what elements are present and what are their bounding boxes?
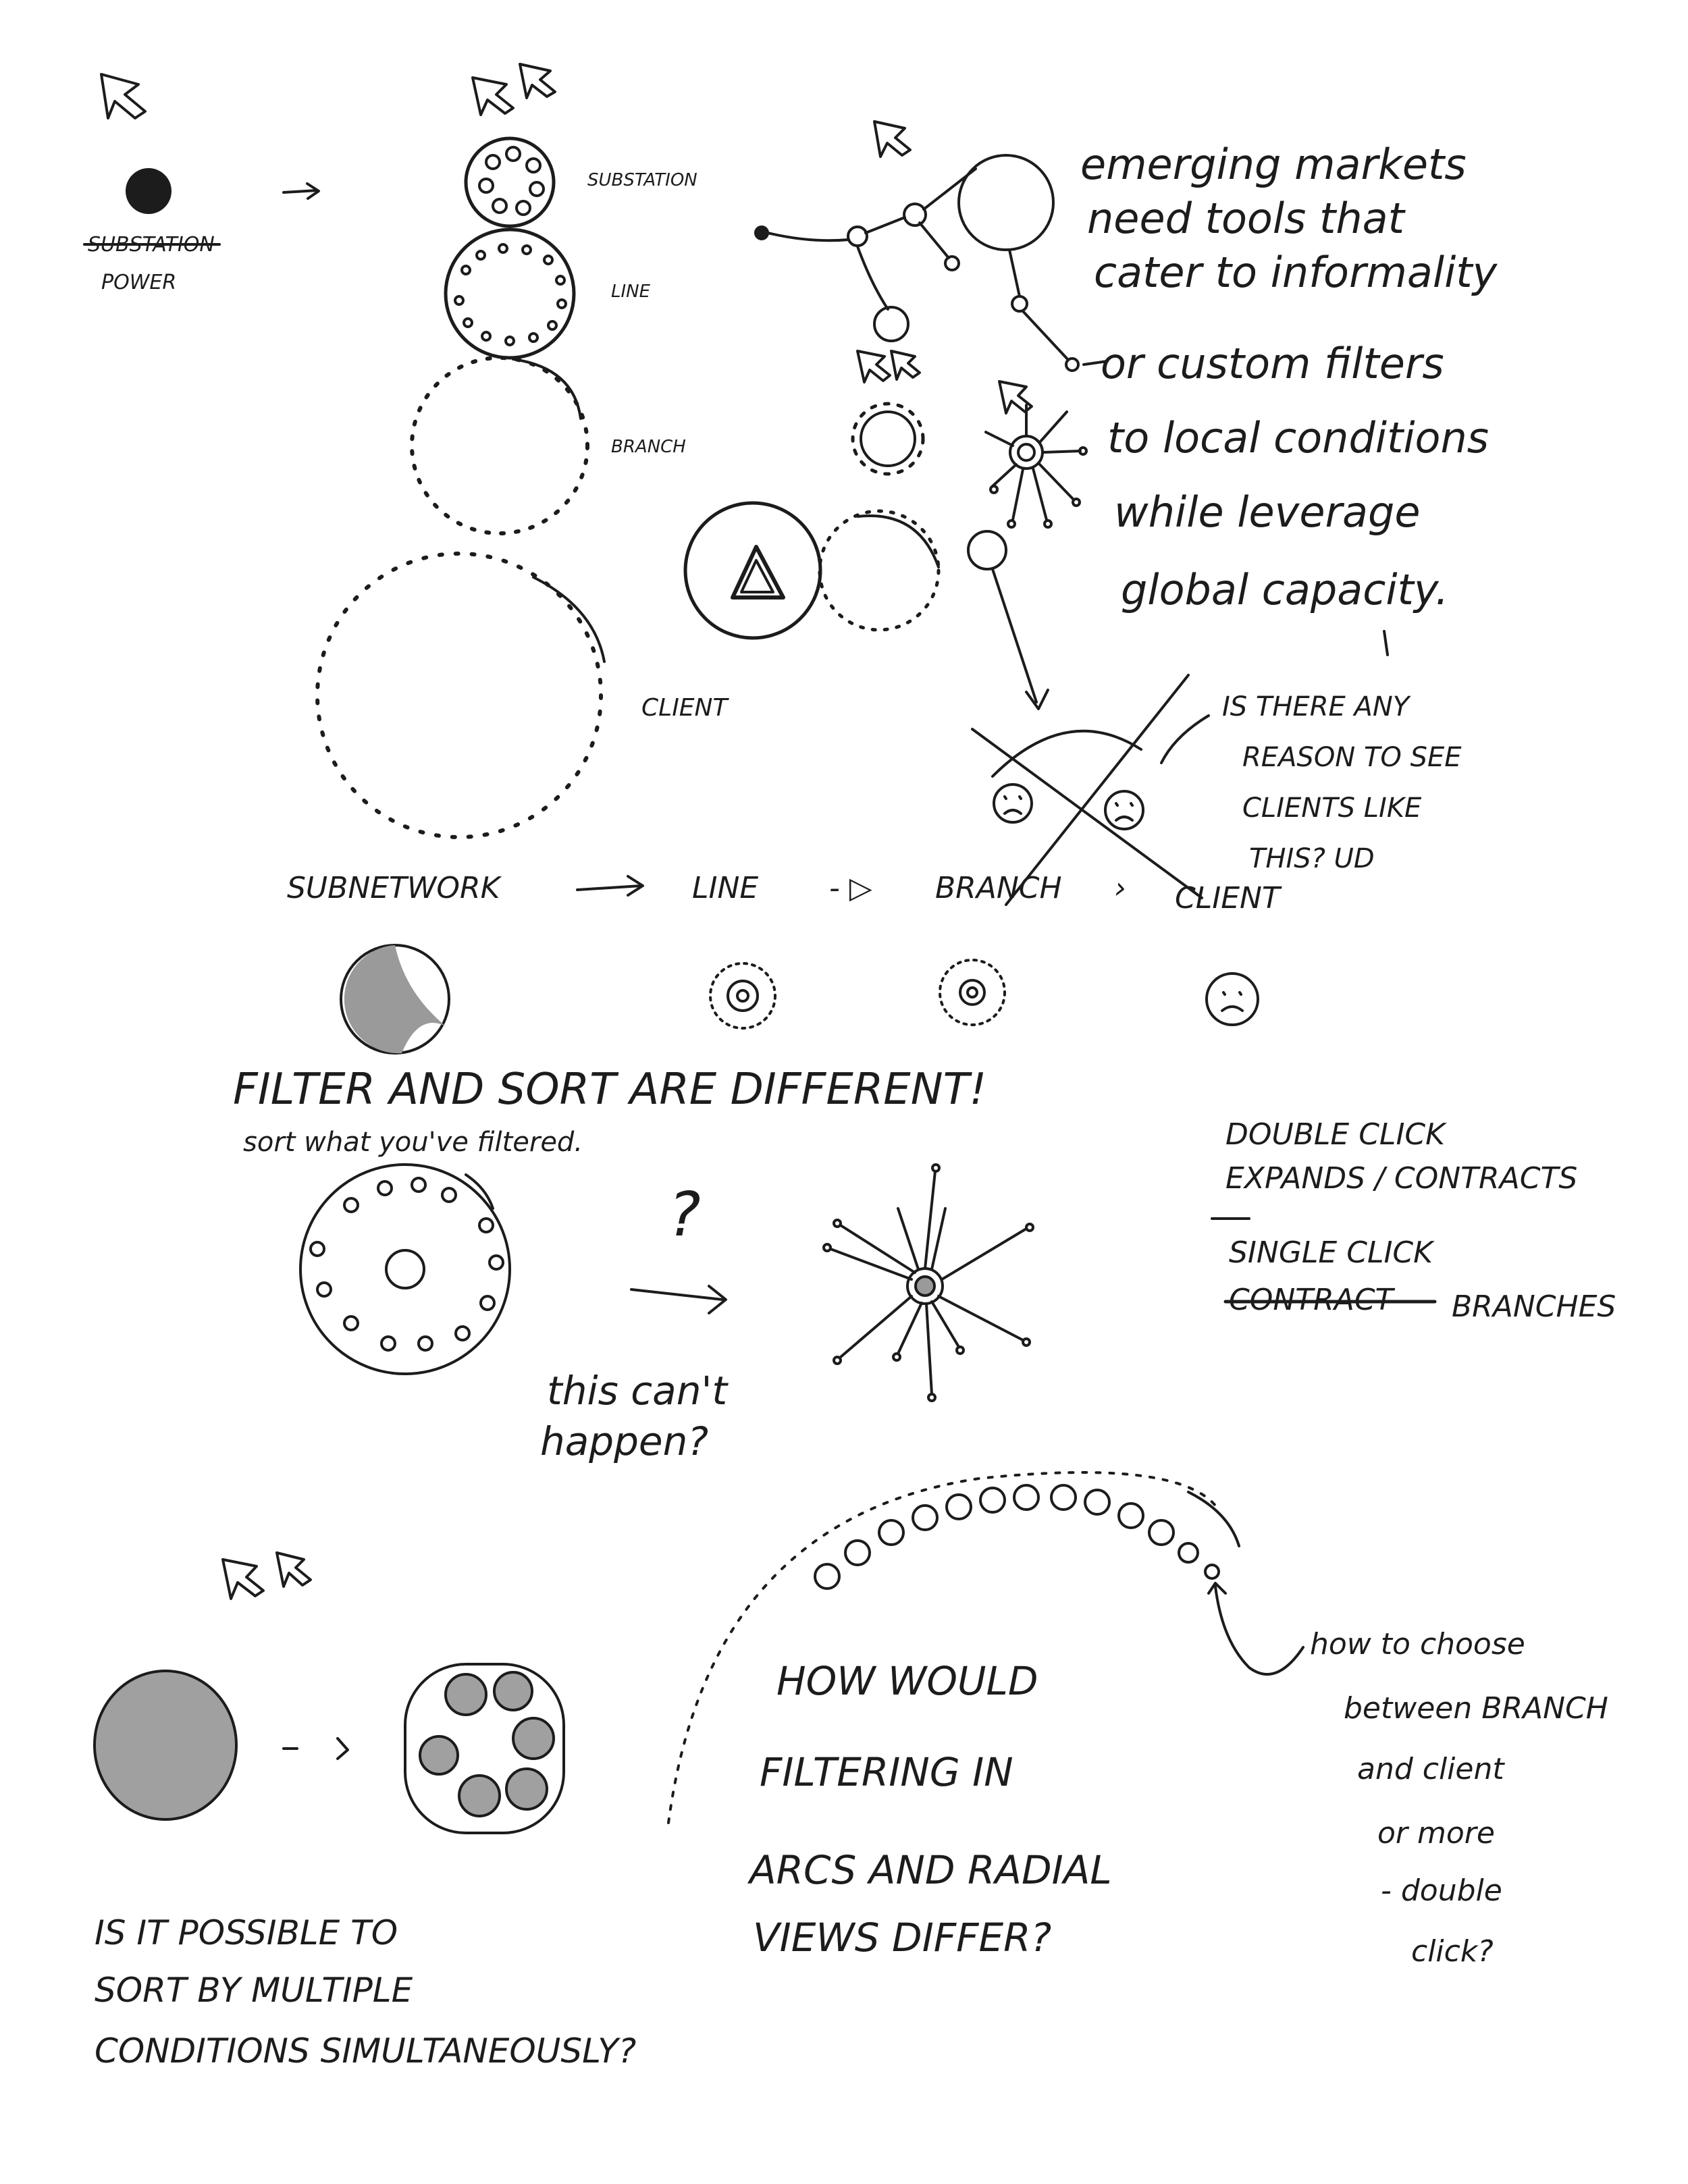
svg-text:how to choose: how to choose xyxy=(1310,1627,1525,1661)
svg-text:HOW WOULD: HOW WOULD xyxy=(776,1658,1038,1704)
line-node xyxy=(446,230,574,358)
svg-text:VIEWS DIFFER?: VIEWS DIFFER? xyxy=(753,1915,1052,1961)
svg-text:SORT BY MULTIPLE: SORT BY MULTIPLE xyxy=(95,1971,413,2010)
triangle-icon xyxy=(733,547,783,597)
cursor-icon xyxy=(858,351,920,382)
svg-text:need tools that: need tools that xyxy=(1087,194,1404,243)
flow-branch: BRANCH xyxy=(935,871,1062,905)
svg-text:DOUBLE CLICK: DOUBLE CLICK xyxy=(1225,1117,1445,1152)
note-double-click xyxy=(1225,1117,1577,1196)
svg-text:emerging markets: emerging markets xyxy=(1080,140,1467,189)
branch-node xyxy=(820,511,939,630)
note-this-cant-happen xyxy=(540,1368,729,1464)
branch-node xyxy=(412,358,587,533)
flow-line: LINE xyxy=(692,871,759,905)
arrow xyxy=(577,876,643,895)
svg-text:or custom filters: or custom filters xyxy=(1101,339,1444,388)
cursor-icon xyxy=(874,122,910,157)
arrow xyxy=(631,1286,726,1313)
svg-text:while leverage: while leverage xyxy=(1114,487,1421,537)
divider-tick xyxy=(1384,631,1388,655)
svg-text:ARCS AND RADIAL: ARCS AND RADIAL xyxy=(749,1847,1112,1893)
question-mark: ? xyxy=(668,1179,701,1250)
filled-node xyxy=(95,1671,236,1819)
branch-node xyxy=(861,412,915,466)
line-inner-nodes xyxy=(455,244,566,345)
svg-text:REASON TO SEE: REASON TO SEE xyxy=(1242,742,1462,773)
svg-text:FILTERING IN: FILTERING IN xyxy=(760,1749,1013,1795)
branch-arc xyxy=(858,516,939,567)
svg-text:global capacity.: global capacity. xyxy=(1121,565,1449,614)
client-label: CLIENT xyxy=(641,694,728,722)
note-is-it-possible xyxy=(95,1913,636,2071)
client-node xyxy=(317,554,601,837)
arrow xyxy=(284,184,319,198)
substation-power-node xyxy=(126,168,172,214)
cursor-icon xyxy=(223,1553,311,1599)
svg-text:or more: or more xyxy=(1377,1816,1495,1850)
line-node xyxy=(968,531,1006,569)
cursor-icon xyxy=(473,64,555,115)
line-label: LINE xyxy=(611,282,651,302)
note-how-would-filtering xyxy=(747,1658,1112,1961)
branch-label: BRANCH xyxy=(611,437,686,457)
crossed-out-clients xyxy=(972,675,1209,905)
svg-text:to local conditions: to local conditions xyxy=(1107,413,1489,462)
note-is-there-any-reason xyxy=(1222,691,1462,874)
svg-text:click?: click? xyxy=(1411,1934,1494,1969)
svg-text:IS THERE ANY: IS THERE ANY xyxy=(1222,691,1410,722)
filter-sort-heading: FILTER AND SORT ARE DIFFERENT! xyxy=(233,1065,987,1115)
flow-separator: - ▷ xyxy=(829,871,872,905)
filter-circle-view xyxy=(300,1165,510,1374)
svg-text:IS IT POSSIBLE TO: IS IT POSSIBLE TO xyxy=(95,1913,398,1952)
branches-note: BRANCHES xyxy=(1452,1289,1616,1324)
single-click-note: SINGLE CLICK xyxy=(1229,1235,1433,1270)
svg-text:CONDITIONS SIMULTANEOUSLY?: CONDITIONS SIMULTANEOUSLY? xyxy=(95,2031,637,2071)
flow-client: CLIENT xyxy=(1175,881,1280,915)
svg-text:THIS? UD: THIS? UD xyxy=(1249,843,1375,874)
radial-view xyxy=(824,1165,1033,1401)
flow-arrow: › xyxy=(1114,871,1126,905)
branch-node xyxy=(853,404,923,474)
tree-link xyxy=(993,569,1036,702)
svg-text:EXPANDS / CONTRACTS: EXPANDS / CONTRACTS xyxy=(1225,1161,1578,1196)
substation-inner-nodes xyxy=(479,147,544,215)
svg-text:cater to informality: cater to informality xyxy=(1094,248,1498,297)
substation-label: SUBSTATION xyxy=(587,170,697,190)
svg-text:this can't: this can't xyxy=(547,1368,728,1414)
hierarchy-flow xyxy=(287,871,1282,915)
note-how-to-choose xyxy=(1310,1627,1608,1969)
cursor-icon xyxy=(101,74,145,118)
svg-text:and client: and client xyxy=(1357,1752,1504,1786)
flow-subnetwork: SUBNETWORK xyxy=(287,871,500,905)
arrow xyxy=(284,1738,348,1759)
svg-text:CLIENTS LIKE: CLIENTS LIKE xyxy=(1242,793,1422,824)
sort-what-note: sort what you've filtered. xyxy=(243,1127,583,1158)
struck-substation-label: SUBSTATION xyxy=(88,233,215,257)
struck-contract-note: CONTRACT xyxy=(1229,1283,1394,1317)
svg-text:happen?: happen? xyxy=(540,1418,709,1464)
svg-text:- double: - double xyxy=(1381,1873,1502,1908)
note-emerging-markets xyxy=(1080,140,1498,614)
filled-cluster xyxy=(405,1664,564,1833)
svg-text:between BRANCH: between BRANCH xyxy=(1344,1691,1608,1726)
power-label: POWER xyxy=(101,271,177,294)
branch-arc xyxy=(513,359,581,419)
example-nodes-row xyxy=(341,945,1258,1053)
node-link-tree xyxy=(756,155,1078,371)
arrow xyxy=(1026,690,1048,709)
radial-node xyxy=(986,405,1086,527)
